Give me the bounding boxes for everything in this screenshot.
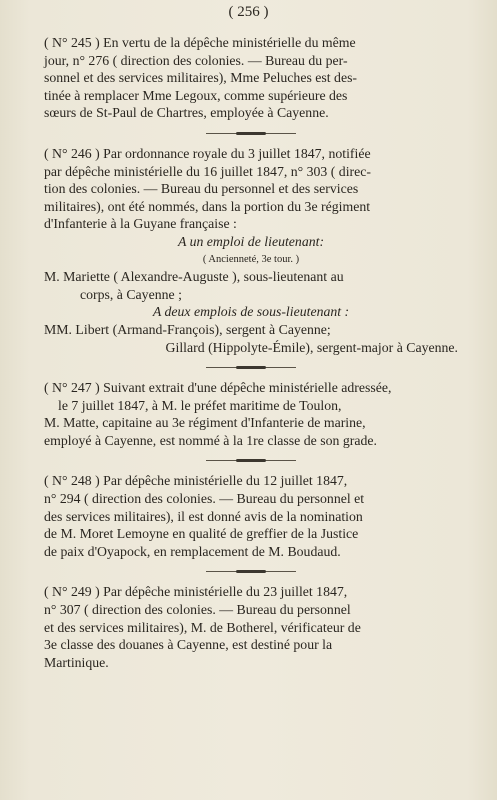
entry-line: n° 307 ( direction des colonies. — Bureau du personnel [44,602,351,618]
appointment-line: M. Mariette ( Alexandre-Auguste ), sous-lieutenant au [44,269,344,285]
entry-249 [44,583,458,671]
entry-line: ( N° 245 ) En vertu de la dépêche ministérielle du même [44,35,356,50]
entry-line: et des services militaires), M. de Botherel, vérificateur de [44,619,361,635]
entry-line: militaires), ont été nommés, dans la portion du 3e régiment [44,198,371,214]
entry-line: ( N° 247 ) Suivant extrait d'une dépêche ministérielle adressée, [44,380,392,396]
entry-line: de M. Moret Lemoyne en qualité de greffier de la Justice [44,526,359,542]
separator-rule [44,560,458,583]
entry-line: tinée à remplacer Mme Legoux, comme supérieure des [44,87,348,103]
entry-line: d'Infanterie à la Guyane française : [44,216,237,232]
entry-line: par dépêche ministérielle du 16 juillet 1847, n° 303 ( direc- [44,163,371,179]
separator-rule [44,122,458,145]
entry-line: jour, n° 276 ( direction des colonies. — Bureau du per- [44,52,348,68]
entry-246 [44,145,458,356]
entry-line: de paix d'Oyapock, en remplacement de M. Boudaud. [44,543,341,559]
entry-line: M. Matte, capitaine au 3e régiment d'Infanterie de marine, [44,415,366,431]
entry-line: sœurs de St-Paul de Chartres, employée à Cayenne. [44,105,329,121]
seniority-note: ( Ancienneté, 3e tour. ) [202,253,300,265]
entry-line: 3e classe des douanes à Cayenne, est destiné pour la [44,637,333,653]
entry-line: ( N° 248 ) Par dépêche ministérielle du 12 juillet 1847, [44,473,348,489]
entry-line: ( N° 249 ) Par dépêche ministérielle du 23 juillet 1847, [44,584,348,600]
separator-rule [44,356,458,379]
appointment-line: Gillard (Hippolyte-Émile), sergent-major à Cayenne. [165,339,458,355]
entry-line: Martinique. [44,654,109,670]
separator-rule [44,449,458,472]
appointment-line: MM. Libert (Armand-François), sergent à Cayenne; [44,321,331,337]
entry-248 [44,472,458,560]
section-heading: A un emploi de lieutenant: [177,233,325,249]
rule-ornament [206,571,296,572]
rule-ornament [206,133,296,134]
page-content [44,34,458,671]
entry-line: sonnel et des services militaires), Mme Peluches est des- [44,70,358,86]
entry-line: des services militaires), il est donné avis de la nomination [44,508,363,524]
entry-247 [44,379,458,449]
rule-ornament [206,460,296,461]
entry-line: tion des colonies. — Bureau du personnel et des services [44,181,359,197]
entry-line: n° 294 ( direction des colonies. — Bureau du personnel et [44,491,365,507]
entry-line: ( N° 246 ) Par ordonnance royale du 3 juillet 1847, notifiée [44,145,371,161]
rule-ornament [206,367,296,368]
section-heading: A deux emplois de sous-lieutenant : [152,304,350,320]
entry-line: employé à Cayenne, est nommé à la 1re classe de son grade. [44,432,377,448]
entry-line: le 7 juillet 1847, à M. le préfet maritime de Toulon, [58,397,342,413]
entry-245 [44,34,458,122]
appointment-line: corps, à Cayenne ; [80,286,182,302]
page-number: ( 256 ) [228,4,269,20]
